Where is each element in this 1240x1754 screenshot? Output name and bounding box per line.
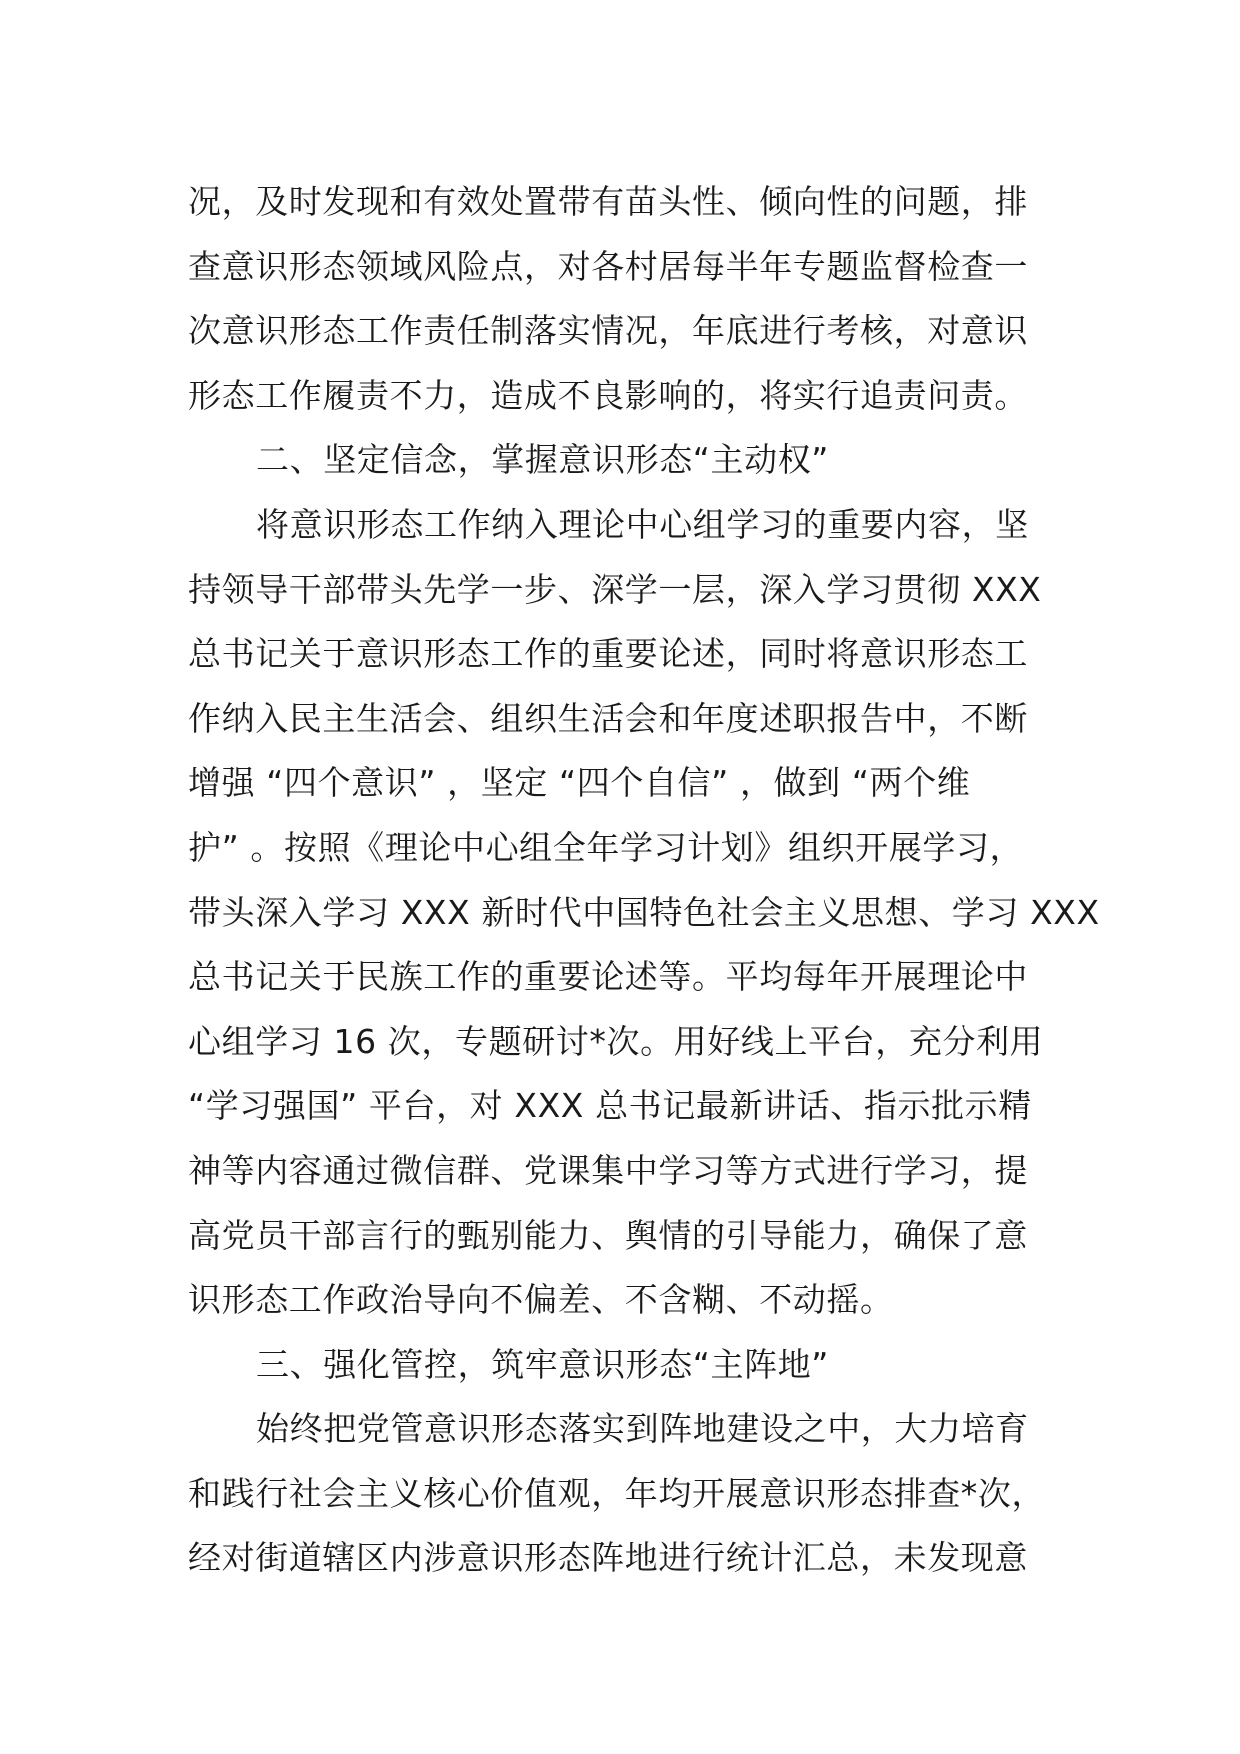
text-line: 形态工作履责不力，造成不良影响的，将实行追责问责。	[188, 375, 1028, 415]
text-line: 心组学习 16 次，专题研讨*次。用好线上平台，充分利用	[188, 1021, 1044, 1061]
section-heading: 三、强化管控，筑牢意识形态“主阵地”	[256, 1344, 829, 1384]
text-line: 高党员干部言行的甄别能力、舆情的引导能力，确保了意	[188, 1215, 1028, 1255]
section-heading: 二、坚定信念，掌握意识形态“主动权”	[256, 440, 829, 480]
text-line: 总书记关于民族工作的重要论述等。平均每年开展理论中	[188, 957, 1028, 997]
text-line: 和践行社会主义核心价值观，年均开展意识形态排查*次，	[188, 1473, 1046, 1513]
document-page	[188, 170, 1100, 1591]
text-line: 况，及时发现和有效处置带有苗头性、倾向性的问题，排	[188, 182, 1028, 221]
text-line: 查意识形态领域风险点，对各村居每半年专题监督检查一	[188, 246, 1028, 286]
text-line: 增强 “四个意识” ，坚定 “四个自信” ，做到 “两个维	[188, 763, 971, 803]
text-line: 总书记关于意识形态工作的重要论述，同时将意识形态工	[188, 634, 1028, 674]
text-line: 识形态工作政治导向不偏差、不含糊、不动摇。	[188, 1280, 894, 1320]
paragraph-first-line: 将意识形态工作纳入理论中心组学习的重要内容，坚	[256, 504, 1029, 544]
text-line: 带头深入学习 XXX 新时代中国特色社会主义思想、学习 XXX	[188, 892, 1100, 932]
text-line: “学习强国” 平台，对 XXX 总书记最新讲话、指示批示精	[188, 1086, 1032, 1126]
text-line: 作纳入民主生活会、组织生活会和年度述职报告中，不断	[188, 698, 1028, 738]
text-line: 护” 。按照《理论中心组全年学习计划》组织开展学习，	[188, 827, 1024, 867]
text-line: 神等内容通过微信群、党课集中学习等方式进行学习，提	[188, 1150, 1028, 1190]
paragraph-first-line: 始终把党管意识形态落实到阵地建设之中，大力培育	[256, 1409, 1029, 1449]
text-line: 持领导干部带头先学一步、深学一层，深入学习贯彻 XXX	[188, 569, 1042, 609]
text-line: 经对街道辖区内涉意识形态阵地进行统计汇总，未发现意	[188, 1538, 1028, 1578]
text-line: 次意识形态工作责任制落实情况，年底进行考核，对意识	[188, 311, 1028, 351]
